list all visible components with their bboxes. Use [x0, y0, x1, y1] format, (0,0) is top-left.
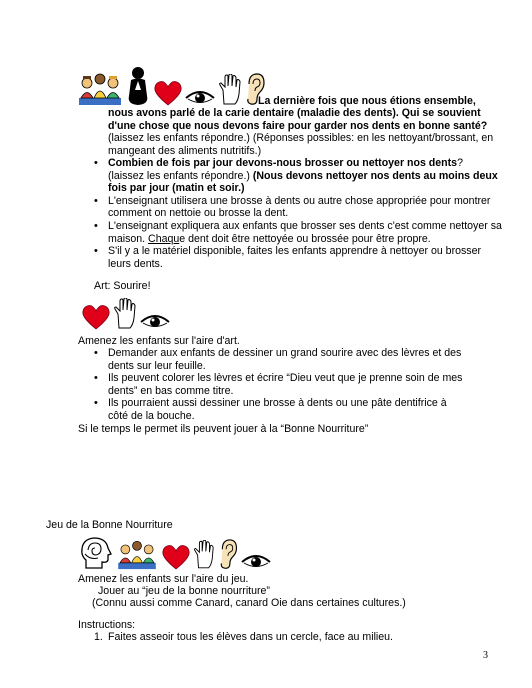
- ear-icon: [218, 538, 238, 570]
- list-item: • L'enseignant utilisera une brosse à dents ou autre chose appropriée pour montrer comment on nettoie ou brosse la dent.: [94, 195, 502, 220]
- game-heading: Jeu de la Bonne Nourriture: [46, 519, 173, 531]
- art-closing: Si le temps le permet ils peuvent jouer à la “Bonne Nourriture”: [78, 423, 369, 435]
- art-lead: Amenez les enfants sur l'aire d'art.: [78, 335, 240, 347]
- art-bullets: [94, 347, 466, 423]
- game-line-3: (Connu aussi comme Canard, canard Oie dans certaines cultures.): [92, 597, 406, 609]
- list-item: • Combien de fois par jour devons-nous brosser ou nettoyer nos dents? (laissez les enfants répondre.) (Nous devons nettoyer nos dents au moins deux fois par jour (matin et soir.): [94, 157, 502, 195]
- discussion-bullets: [94, 157, 502, 270]
- sense-icons-row-1: [78, 66, 265, 106]
- step-number: 1.: [94, 631, 103, 643]
- sense-icons-row-2: [82, 298, 170, 330]
- art-heading: Art: Sourire!: [94, 280, 151, 292]
- intro-answers: (laissez les enfants répondre.) (Réponses possibles: en les nettoyant/brossant, en mangeant des aliments nutritifs.): [108, 132, 494, 157]
- heart-icon: [154, 80, 182, 106]
- instructions-label: Instructions:: [78, 619, 136, 631]
- children-group-icon: [115, 536, 159, 570]
- heart-icon: [162, 544, 190, 570]
- game-line-2: Jouer au “jeu de la bonne nourriture”: [98, 585, 270, 597]
- intro-paragraph: [108, 107, 498, 157]
- step-text: Faites asseoir tous les élèves dans un cercle, face au milieu.: [108, 631, 393, 643]
- list-item: • Demander aux enfants de dessiner un grand sourire avec des lèvres et des dents sur leur feuille.: [94, 347, 466, 372]
- page-number: 3: [483, 650, 488, 661]
- bullet-question: Combien de fois par jour devons-nous brosser ou nettoyer nos dents: [108, 157, 458, 169]
- hand-icon: [193, 540, 215, 570]
- head-icon: [80, 536, 112, 570]
- eye-icon: [185, 88, 215, 106]
- heart-icon: [82, 304, 110, 330]
- instructions-list: [94, 631, 454, 644]
- children-group-icon: [78, 68, 122, 106]
- praying-child-icon: [125, 66, 151, 106]
- intro-question: nous avons parlé de la carie dentaire (maladie des dents). Qui se souvient d'une chose que nous devons faire pour garder nos dents en bonne santé?: [108, 107, 488, 132]
- list-item: • L'enseignant expliquera aux enfants que brosser ses dents c'est comme nettoyer sa maison. Chaque dent doit être nettoyée ou brossée pour être propre.: [94, 220, 502, 245]
- list-item: • Ils pourraient aussi dessiner une brosse à dents ou une pâte dentifrice à côté de la bouche.: [94, 397, 466, 422]
- hand-icon: [113, 298, 137, 330]
- eye-icon: [140, 312, 170, 330]
- list-item: [94, 631, 454, 644]
- list-item: • S'il y a le matériel disponible, faites les enfants apprendre à nettoyer ou brosser leurs dents.: [94, 245, 502, 270]
- hand-icon: [218, 74, 242, 106]
- bullet-answer: (Nous devons nettoyer nos dents au moins deux fois par jour (matin et soir.): [108, 169, 498, 195]
- eye-icon: [241, 552, 271, 570]
- bullet-answer-prompt: (laissez les enfants répondre.): [108, 169, 253, 182]
- list-item: • Ils peuvent colorer les lèvres et écrire “Dieu veut que je prenne soin de mes dents” en bas comme titre.: [94, 372, 466, 397]
- game-lead: Amenez les enfants sur l'aire du jeu.: [78, 573, 249, 585]
- sense-icons-row-3: [80, 536, 271, 570]
- intro-first-line: La dernière fois que nous étions ensemble,: [258, 95, 476, 107]
